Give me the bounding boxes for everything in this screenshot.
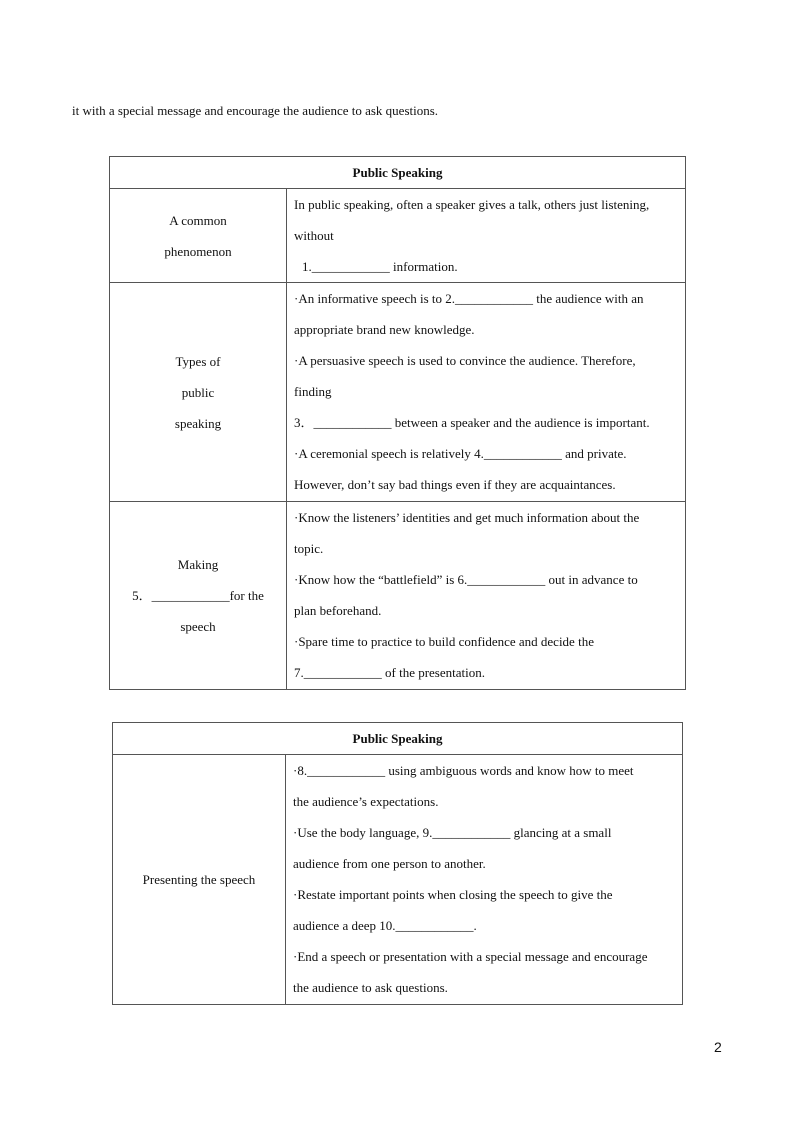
label-line: public: [181, 384, 215, 400]
content-line: the audience’s expectations.: [293, 794, 439, 809]
content-line: ·8.____________ using ambiguous words and know how to meet: [293, 763, 634, 778]
table-title: Public Speaking: [110, 157, 686, 189]
content-line: plan beforehand.: [294, 603, 382, 618]
label-line: Types of: [175, 353, 221, 369]
content-line: In public speaking, often a speaker gives a talk, others just listening,: [294, 197, 650, 212]
intro-text: it with a special message and encourage the audience to ask questions.: [72, 103, 439, 118]
content-line: the audience to ask questions.: [293, 980, 448, 995]
content-line: ·Restate important points when closing the speech to give the: [293, 887, 613, 902]
content-line: topic.: [294, 541, 324, 556]
public-speaking-table-2: [112, 722, 683, 1005]
row-label-types-of-public-speaking: [110, 283, 287, 502]
content-line: ·Spare time to practice to build confidence and decide the: [294, 634, 594, 649]
content-line: finding: [294, 384, 332, 399]
label-line: A common: [169, 212, 227, 228]
label-line: 5．____________for the: [132, 588, 264, 603]
content-line: 7.____________ of the presentation.: [294, 665, 485, 680]
row-content-common-phenomenon: [287, 189, 686, 283]
table-title: Public Speaking: [113, 723, 683, 755]
content-line: ·Use the body language, 9.____________ glancing at a small: [293, 825, 612, 840]
row-label-common-phenomenon: [110, 189, 287, 283]
row-label-presenting-speech: [113, 755, 286, 1005]
content-line: ·A persuasive speech is used to convince the audience. Therefore,: [294, 353, 636, 368]
row-content-types-of-public-speaking: [287, 283, 686, 502]
content-line: appropriate brand new knowledge.: [294, 322, 475, 337]
label-line: speaking: [174, 415, 222, 431]
content-line: 1.____________ information.: [302, 259, 458, 274]
label-line: Making: [177, 557, 219, 572]
label-line: speech: [180, 619, 216, 634]
public-speaking-table-1: [109, 156, 686, 690]
content-line: without: [294, 228, 334, 243]
content-line: ·Know how the “battlefield” is 6.____________ out in advance to: [294, 572, 638, 587]
label-line: phenomenon: [164, 243, 232, 259]
row-content-making-speech: [287, 502, 686, 690]
content-line: audience from one person to another.: [293, 856, 486, 871]
content-line: 3．____________ between a speaker and the audience is important.: [294, 415, 650, 430]
content-line: audience a deep 10.____________.: [293, 918, 477, 933]
content-line: ·End a speech or presentation with a special message and encourage: [293, 949, 648, 964]
content-line: ·An informative speech is to 2.____________ the audience with an: [294, 291, 644, 306]
row-content-presenting-speech: [286, 755, 683, 1005]
content-line: ·Know the listeners’ identities and get much information about the: [294, 510, 640, 525]
content-line: ·A ceremonial speech is relatively 4.____________ and private.: [294, 446, 627, 461]
content-line: However, don’t say bad things even if they are acquaintances.: [294, 477, 616, 492]
row-label-making-speech: [110, 502, 287, 690]
label-line: Presenting the speech: [142, 872, 256, 887]
page-number: 2: [714, 1039, 722, 1055]
